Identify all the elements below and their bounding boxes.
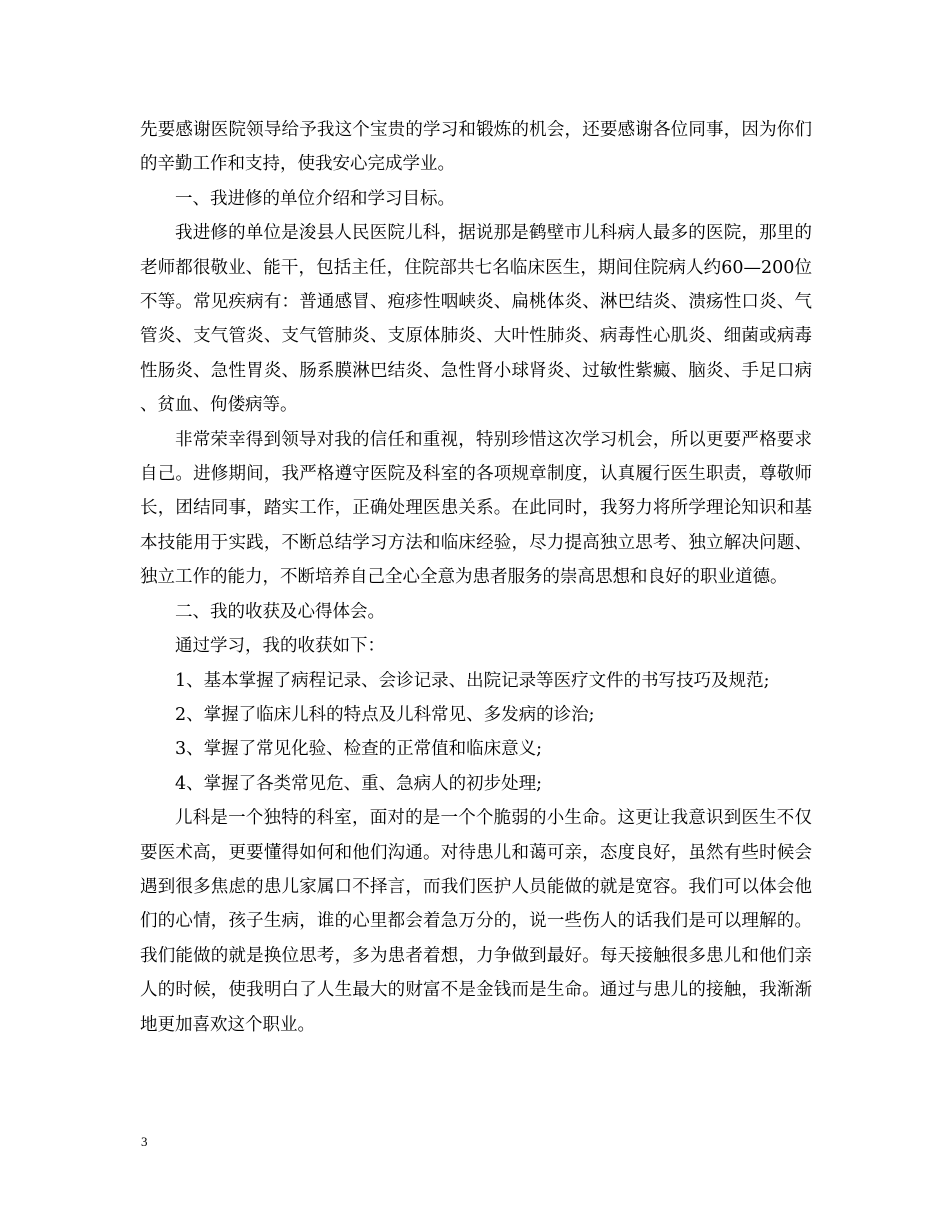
list-item: 3、掌握了常见化验、检查的正常值和临床意义; <box>175 739 543 760</box>
section-heading: 二、我的收获及心得体会。 <box>175 601 385 622</box>
page-number: 3 <box>141 1134 148 1149</box>
list-item: 1、基本掌握了病程记录、会诊记录、出院记录等医疗文件的书写技巧及规范; <box>175 670 770 691</box>
paragraph: 非常荣幸得到领导对我的信任和重视，特别珍惜这次学习机会，所以更要严格要求自己。进修期间，我严格遵守医院及科室的各项规章制度，认真履行医生职责，尊敬师长，团结同事，踏实工作，正确处理医患关系。在此同时，我努力将所学理论知识和基本技能用于实践，不断总结学习方法和临床经验，尽力提高独立思考、独立解决问题、独立工作的能力，不断培养自己全心全意为患者服务的崇高思想和良好的职业道德。 <box>140 429 812 588</box>
paragraph: 我进修的单位是浚县人民医院儿科，据说那是鹤壁市儿科病人最多的医院，那里的老师都很敬业、能干，包括主任，住院部共七名临床医生，期间住院病人约60—200位不等。常见疾病有：普通感冒、疱疹性咽峡炎、扁桃体炎、淋巴结炎、溃疡性口炎、气管炎、支气管炎、支气管肺炎、支原体肺炎、大叶性肺炎、病毒性心肌炎、细菌或病毒性肠炎、急性胃炎、肠系膜淋巴结炎、急性肾小球肾炎、过敏性紫癜、脑炎、手足口病、贫血、佝偻病等。 <box>140 223 812 416</box>
document-body <box>140 113 812 1042</box>
list-item: 2、掌握了临床儿科的特点及儿科常见、多发病的诊治; <box>175 704 595 725</box>
paragraph: 通过学习，我的收获如下： <box>175 636 385 657</box>
paragraph: 先要感谢医院领导给予我这个宝贵的学习和锻炼的机会，还要感谢各位同事，因为你们的辛勤工作和支持，使我安心完成学业。 <box>140 120 812 175</box>
list-item: 4、掌握了各类常见危、重、急病人的初步处理; <box>175 773 543 794</box>
section-heading: 一、我进修的单位介绍和学习目标。 <box>175 188 455 209</box>
paragraph: 儿科是一个独特的科室，面对的是一个个脆弱的小生命。这更让我意识到医生不仅要医术高，更要懂得如何和他们沟通。对待患儿和蔼可亲，态度良好，虽然有些时候会遇到很多焦虑的患儿家属口不择言，而我们医护人员能做的就是宽容。我们可以体会他们的心情，孩子生病，谁的心里都会着急万分的，说一些伤人的话我们是可以理解的。我们能做的就是换位思考，多为患者着想，力争做到最好。每天接触很多患儿和他们亲人的时候，使我明白了人生最大的财富不是金钱而是生命。通过与患儿的接触，我渐渐地更加喜欢这个职业。 <box>140 808 812 1035</box>
